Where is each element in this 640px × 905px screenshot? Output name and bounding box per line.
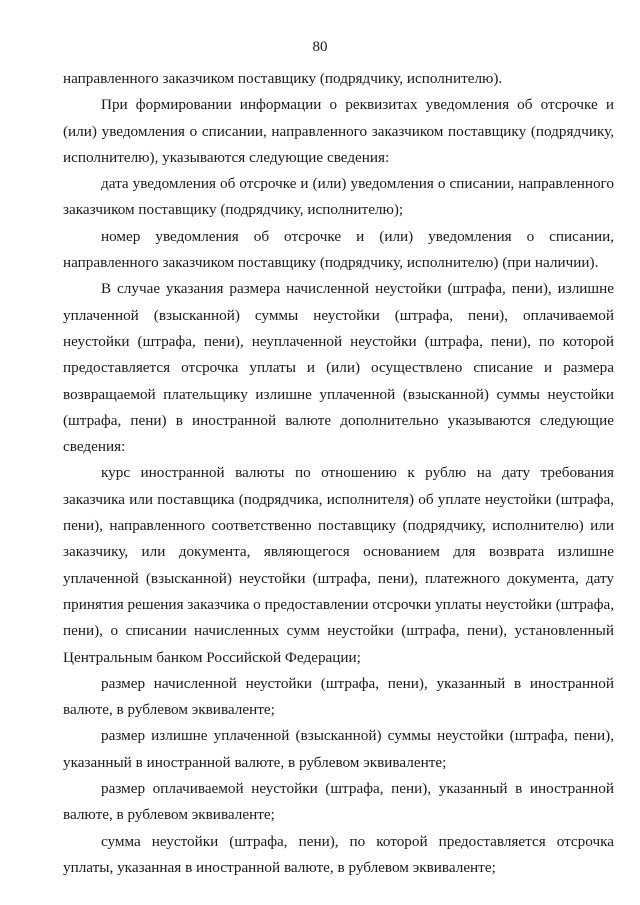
page-number: 80 [312, 39, 328, 55]
paragraph: курс иностранной валюты по отношению к рублю на дату требования заказчика или поставщика (подрядчика, исполнителя) об уплате неустойки (штрафа, пени), направленного соответственно поставщику (подрядчику, исполнителю) или заказчику, или документа, являющегося основанием для возврата излишне уплаченной (взысканной) неустойки (штрафа, пени), платежного документа, дату принятия решения заказчика о предоставлении отсрочки уплаты неустойки (штрафа, пени), о списании начисленных сумм неустойки (штрафа, пени), установленный Центральным банком Российской Федерации; [63, 464, 614, 666]
document-body [63, 66, 614, 881]
paragraph: размер начисленной неустойки (штрафа, пени), указанный в иностранной валюте, в рублевом эквиваленте; [63, 674, 614, 719]
paragraph: сумма неустойки (штрафа, пени), по которой предоставляется отсрочка уплаты, указанная в иностранной валюте, в рублевом эквиваленте; [63, 832, 614, 876]
paragraph: дата уведомления об отсрочке и (или) уведомления о списании, направленного заказчиком поставщику (подрядчику, исполнителю); [63, 175, 614, 219]
paragraph: При формировании информации о реквизитах уведомления об отсрочке и (или) уведомления о списании, направленного заказчиком поставщику (подрядчику, исполнителю), указываются следующие сведения: [63, 96, 614, 166]
paragraph: направленного заказчиком поставщику (подрядчику, исполнителю). [63, 70, 503, 87]
paragraph: В случае указания размера начисленной неустойки (штрафа, пени), излишне уплаченной (взысканной) суммы неустойки (штрафа, пени), оплачиваемой неустойки (штрафа, пени), неуплаченной неустойки (штрафа, пени), по которой предоставляется отсрочка уплаты и (или) осуществлено списание и размера возвращаемой плательщику излишне уплаченной (взысканной) суммы неустойки (штрафа, пени) в иностранной валюте дополнительно указываются следующие сведения: [63, 280, 614, 456]
paragraph: номер уведомления об отсрочке и (или) уведомления о списании, направленного заказчиком поставщику (подрядчику, исполнителю) (при наличии). [63, 227, 614, 272]
paragraph: размер оплачиваемой неустойки (штрафа, пени), указанный в иностранной валюте, в рублевом эквиваленте; [63, 780, 614, 824]
paragraph: размер излишне уплаченной (взысканной) суммы неустойки (штрафа, пени), указанный в иностранной валюте, в рублевом эквиваленте; [63, 727, 614, 771]
